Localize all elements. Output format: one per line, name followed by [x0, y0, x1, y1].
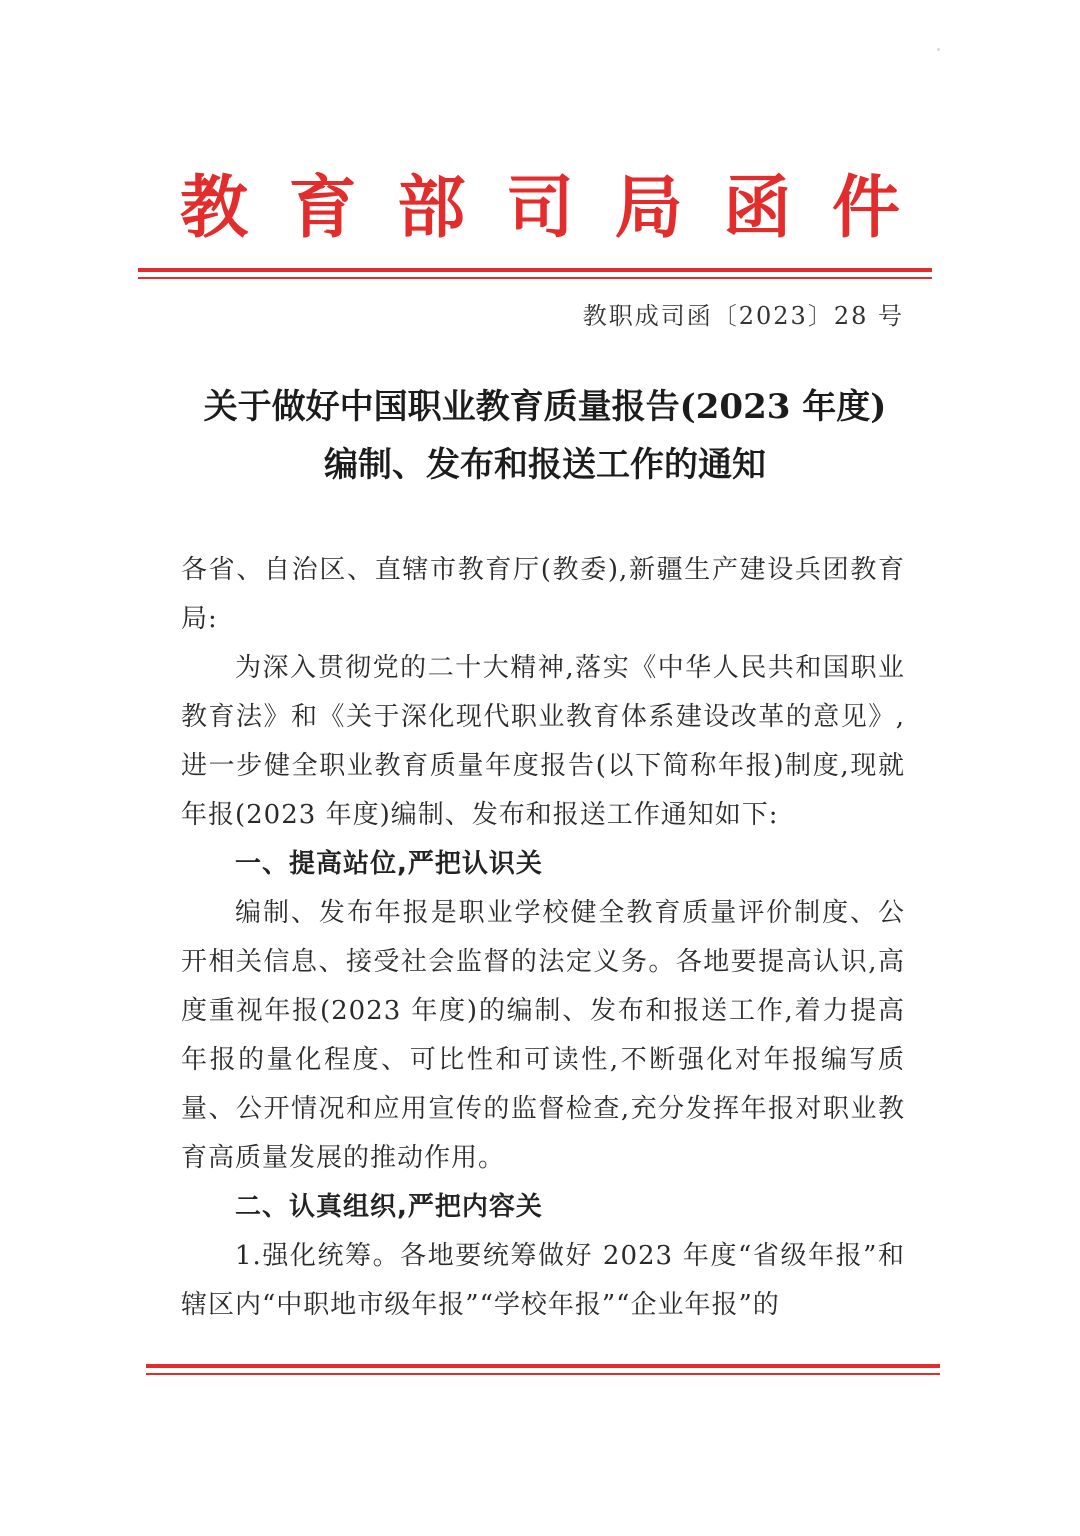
- header-red-rule-thin: [138, 277, 932, 279]
- salutation: 各省、自治区、直辖市教育厅(教委),新疆生产建设兵团教育局:: [181, 555, 905, 634]
- header-char: 司: [505, 168, 574, 248]
- section-1-heading: 一、提高站位,严把认识关: [235, 849, 543, 879]
- section-2-item-1: 1.强化统筹。各地要统筹做好 2023 年度“省级年报”和辖区内“中职地市级年报”“学校年报”“企业年报”的: [181, 1241, 905, 1320]
- section-2-heading: 二、认真组织,严把内容关: [235, 1192, 543, 1222]
- header-char: 函: [723, 168, 792, 248]
- section-1-paragraph: 编制、发布年报是职业学校健全教育质量评价制度、公开相关信息、接受社会监督的法定义务。各地要提高认识,高度重视年报(2023 年度)的编制、发布和报送工作,着力提高年报的量化程度、可比性和可读性,不断强化对年报编写质量、公开情况和应用宣传的监督检查,充分发挥年报对职业教育高质量发展的推动作用。: [181, 898, 905, 1173]
- document-title: [150, 378, 940, 494]
- header-char: 部: [397, 168, 466, 248]
- title-line-1: 关于做好中国职业教育质量报告(2023 年度): [203, 387, 887, 427]
- scan-speck: [937, 48, 940, 51]
- header-char: 育: [288, 168, 357, 248]
- footer-red-rule-thin: [146, 1373, 940, 1375]
- header-char: 教: [180, 168, 249, 248]
- issuing-authority-header: [180, 168, 900, 248]
- document-number: 教职成司函〔2023〕28 号: [582, 302, 904, 330]
- header-red-rule-thick: [138, 268, 932, 272]
- footer-red-rule-thick: [146, 1364, 940, 1368]
- document-body: [181, 546, 905, 1330]
- title-line-2: 编制、发布和报送工作的通知: [324, 445, 766, 485]
- intro-paragraph: 为深入贯彻党的二十大精神,落实《中华人民共和国职业教育法》和《关于深化现代职业教育体系建设改革的意见》,进一步健全职业教育质量年度报告(以下简称年报)制度,现就年报(2023 年度)编制、发布和报送工作通知如下:: [181, 653, 905, 830]
- header-char: 局: [614, 168, 683, 248]
- header-char: 件: [831, 168, 900, 248]
